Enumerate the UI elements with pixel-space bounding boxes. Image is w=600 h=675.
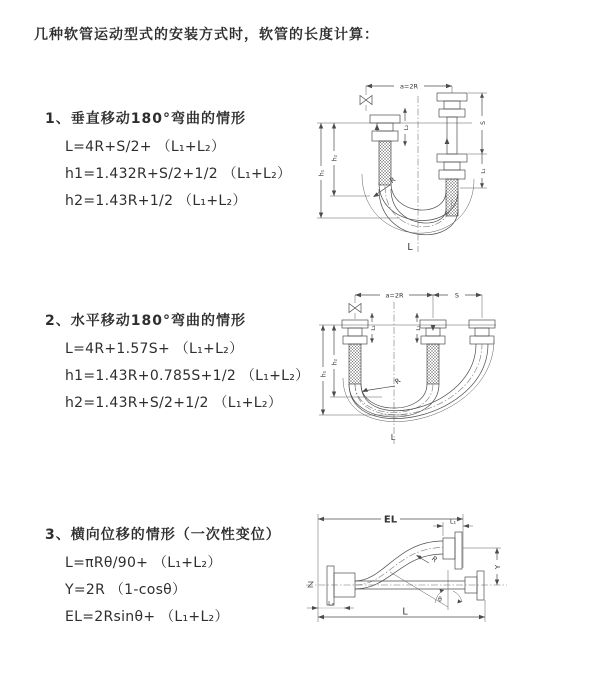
angle-theta-label: θ [438, 596, 442, 604]
diagram-horizontal-180-bend [312, 288, 504, 454]
section-2-formula-h2: h2=1.43R+S/2+1/2 （L₁+L₂） [65, 395, 283, 411]
dim-l2 [403, 108, 410, 146]
length-label: L [402, 606, 408, 618]
dim-y [463, 548, 502, 585]
length-label: L [407, 242, 413, 253]
dim-el [318, 515, 463, 526]
section-2-heading: 2、水平移动180°弯曲的情形 [45, 313, 246, 329]
diagram-1-svg [310, 78, 500, 258]
section-1-formula-h1: h1=1.432R+S/2+1/2 （L₁+L₂） [65, 166, 292, 182]
dim-l2-label: L₂ [403, 124, 410, 131]
dim-h2-label: h₂ [331, 154, 339, 162]
valve-icon [360, 86, 372, 111]
dim-l1-label: L₁ [415, 325, 422, 331]
left-flange-fitting [370, 115, 400, 185]
dim-h1-label: h₁ [320, 370, 328, 378]
lower-flange-fitting [465, 571, 485, 622]
dim-a2r-label: a=2R [399, 82, 419, 91]
dim-s-label: S [454, 291, 460, 300]
diagram-2-svg [312, 288, 504, 450]
section-2-formula-L: L=4R+1.57S+ （L₁+L₂） [65, 341, 244, 357]
dim-l1-label: L₁ [449, 517, 457, 526]
centerline-break-mark [308, 582, 313, 587]
diagram-3-svg [302, 502, 514, 630]
section-1-heading: 1、垂直移动180°弯曲的情形 [45, 111, 246, 127]
section-3-formula-EL: EL=2Rsinθ+ （L₁+L₂） [65, 609, 229, 625]
dim-y-label: Y [494, 564, 502, 570]
section-3-formula-L: L=πRθ/90+ （L₁+L₂） [65, 555, 222, 571]
hose-s-curve [355, 541, 443, 589]
valve-icon [349, 295, 361, 319]
left-flange-fitting [342, 320, 368, 384]
radius-label: R [388, 175, 398, 186]
radius-label: R [429, 554, 439, 565]
page-title: 几种软管运动型式的安装方式时，软管的长度计算： [34, 27, 379, 43]
left-flange-fitting [327, 566, 355, 605]
diagram-vertical-180-bend [310, 78, 500, 262]
right-flange-fitting [437, 93, 467, 216]
dim-a2r-s [355, 292, 482, 319]
dim-l2-label: L₂ [370, 325, 377, 331]
dim-h2-label: h₂ [331, 358, 339, 366]
length-label: L [390, 433, 396, 442]
dim-s-l1 [460, 93, 487, 188]
dim-h1-label: h₁ [318, 169, 326, 177]
section-2-formula-h1: h1=1.43R+0.785S+1/2 （L₁+L₂） [65, 368, 310, 384]
diagram-lateral-displacement [302, 502, 514, 634]
radius-construction [390, 555, 462, 610]
section-1-formula-L: L=4R+S/2+ （L₁+L₂） [65, 139, 226, 155]
dim-l [318, 607, 485, 620]
dim-a2r [366, 83, 452, 94]
hose-arcs [343, 340, 494, 422]
dim-l2-label: L₂ [328, 600, 334, 608]
dim-l2 [307, 601, 354, 611]
right-flange-fitting [469, 320, 495, 344]
middle-flange-fitting [420, 320, 446, 384]
dim-s-label: S [479, 121, 487, 125]
dim-a2r-label: a=2R [385, 291, 404, 300]
upper-flange-fitting [443, 532, 462, 569]
radius-label: R [393, 376, 403, 387]
section-3-formula-Y: Y=2R （1-cosθ） [65, 582, 187, 598]
dim-l1-label: L₁ [480, 168, 487, 174]
radius-leader [362, 377, 402, 392]
dim-l2 [370, 313, 377, 343]
section-3-heading: 3、横向位移的情形（一次性变位） [45, 527, 281, 543]
section-1-formula-h2: h2=1.43R+1/2 （L₁+L₂） [65, 193, 247, 209]
dim-el-label: EL [383, 514, 398, 526]
